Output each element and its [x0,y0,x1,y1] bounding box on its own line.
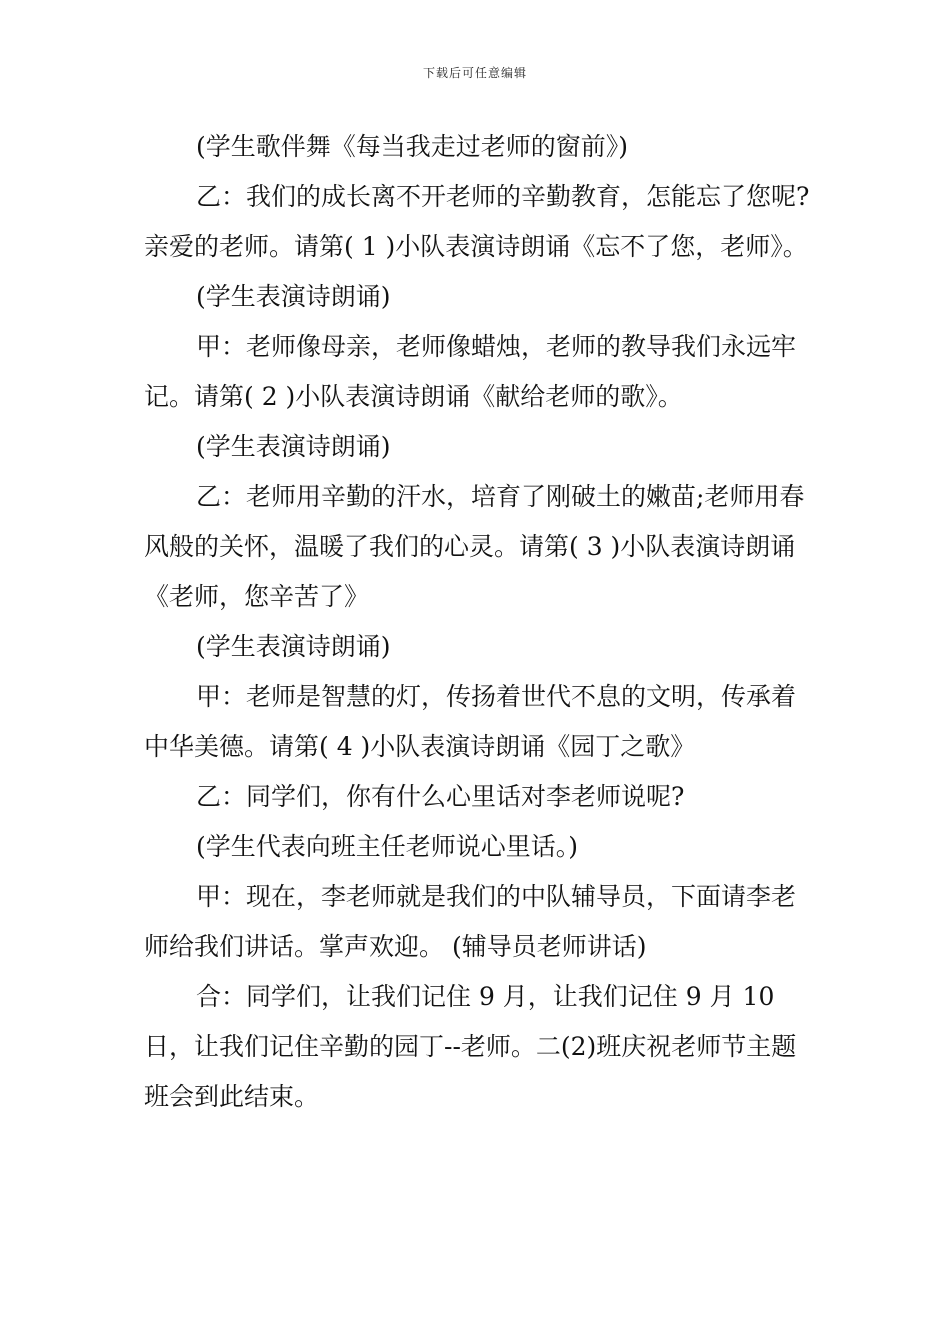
paragraph-11: 甲：现在，李老师就是我们的中队辅导员，下面请李老师给我们讲话。掌声欢迎。 (辅导员老师讲话) [144,882,797,961]
page-header: 下载后可任意编辑 [422,66,527,80]
paragraph-2: 乙：我们的成长离不开老师的辛勤教育，怎能忘了您呢?亲爱的老师。请第( 1 )小队表演诗朗诵《忘不了您，老师》。 [144,182,810,261]
paragraph-5: (学生表演诗朗诵) [196,432,391,461]
paragraph-6: 乙：老师用辛勤的汗水，培育了刚破土的嫩苗;老师用春风般的关怀，温暖了我们的心灵。请第( 3 )小队表演诗朗诵《老师，您辛苦了》 [144,482,805,611]
paragraph-10: (学生代表向班主任老师说心里话。) [196,832,579,861]
paragraph-7: (学生表演诗朗诵) [196,632,391,661]
paragraph-8: 甲：老师是智慧的灯，传扬着世代不息的文明，传承着中华美德。请第( 4 )小队表演诗朗诵《园丁之歌》 [144,682,797,761]
paragraph-1: (学生歌伴舞《每当我走过老师的窗前》) [196,132,629,161]
paragraph-4: 甲：老师像母亲，老师像蜡烛，老师的教导我们永远牢记。请第( 2 )小队表演诗朗诵《献给老师的歌》。 [144,332,797,411]
document-body [144,122,816,1122]
paragraph-9: 乙：同学们，你有什么心里话对李老师说呢? [196,782,685,811]
paragraph-12: 合：同学们，让我们记住 9 月，让我们记住 9 月 10 日，让我们记住辛勤的园丁--老师。二(2)班庆祝老师节主题班会到此结束。 [144,982,797,1111]
paragraph-3: (学生表演诗朗诵) [196,282,391,311]
